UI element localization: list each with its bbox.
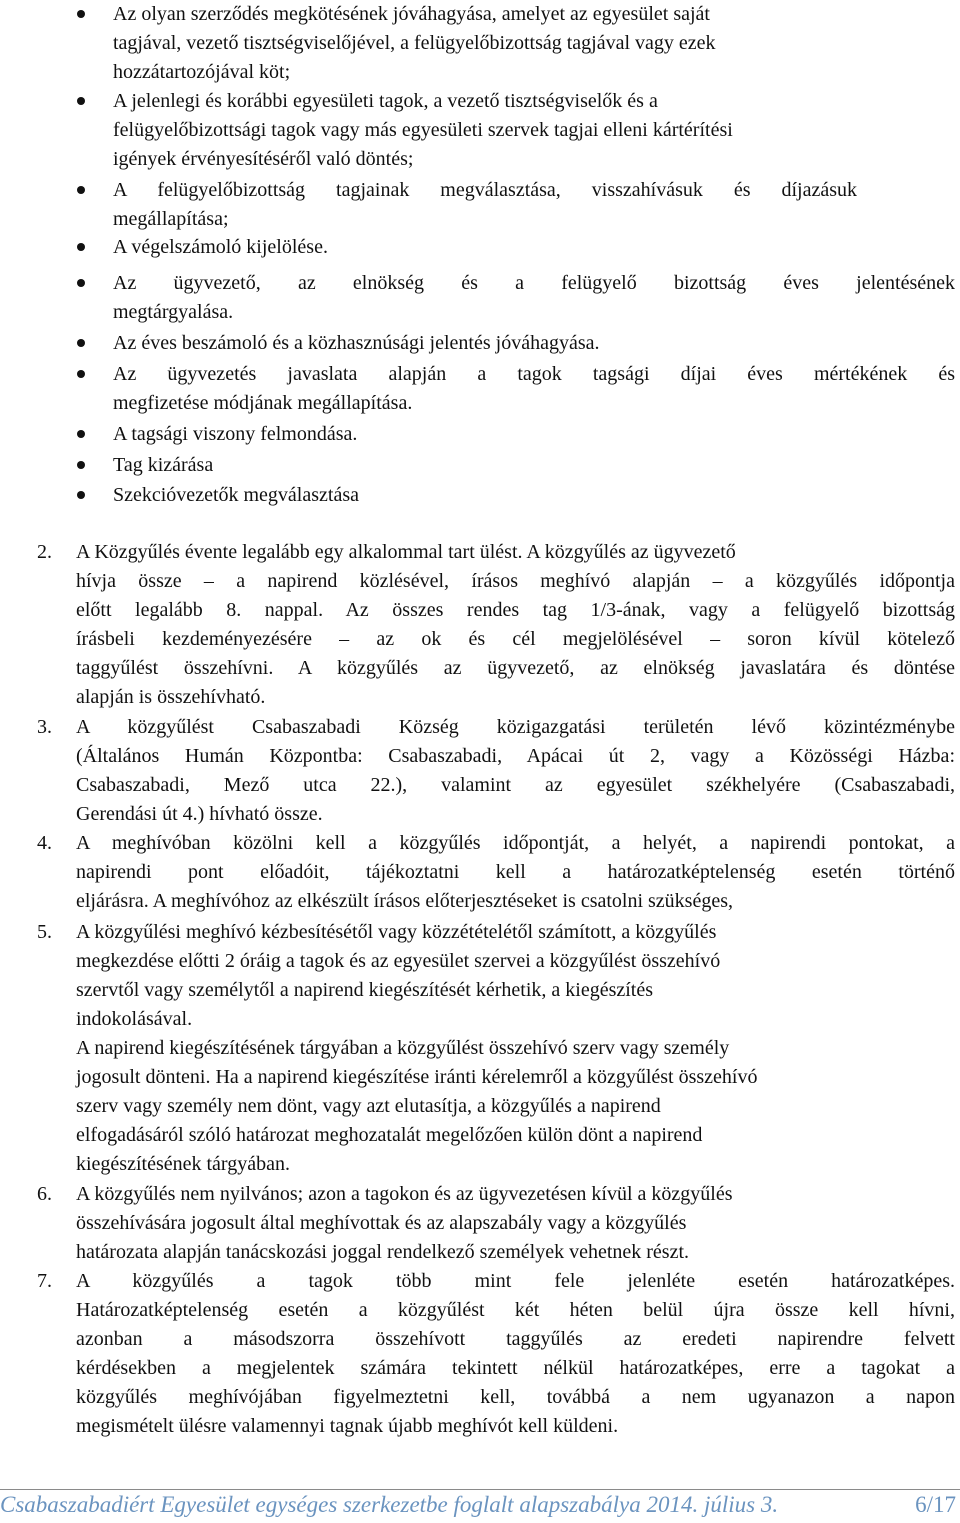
paragraph-line: összehívására jogosult által meghívottak és az alapszabály vagy a közgyűlés	[76, 1212, 687, 1234]
paragraph-line: A meghívóban közölni kell a közgyűlés időpontját, a helyét, a napirendi pontokat, a	[76, 832, 955, 854]
paragraph-line: eljárásra. A meghívóhoz az elkészült írásos előterjesztéseket is csatolni szükséges,	[76, 890, 734, 912]
list-item-line: Szekcióvezetők megválasztása	[113, 484, 359, 506]
paragraph-number: 7.	[37, 1270, 52, 1292]
paragraph-line: megismételt ülésre valamennyi tagnak újabb meghívót kell küldeni.	[76, 1415, 619, 1437]
bullet-dot-icon	[77, 491, 85, 499]
page-number: 6/17	[915, 1492, 956, 1517]
bullet-dot-icon	[77, 279, 85, 287]
paragraph-line: írásbeli kezdeményezésére – az ok és cél megjelölésével – soron kívül kötelező	[76, 628, 955, 650]
paragraph-line: (Általános Humán Központba: Csabaszabadi, Apácai út 2, vagy a Közösségi Házba:	[76, 745, 955, 767]
paragraph-line: azonban a másodszorra összehívott taggyűlés az eredeti napirendre felvett	[76, 1328, 955, 1350]
bullet-dot-icon	[77, 97, 85, 105]
paragraph-line: jogosult dönteni. Ha a napirend kiegészítése iránti kérelemről a közgyűlést összehívó	[76, 1066, 758, 1088]
list-item-line: Az ügyvezető, az elnökség és a felügyelő bizottság éves jelentésének	[113, 272, 955, 294]
list-item-line: A jelenlegi és korábbi egyesületi tagok, a vezető tisztségviselők és a	[113, 90, 658, 112]
paragraph-line: Csabaszabadi, Mező utca 22.), valamint az egyesület székhelyére (Csabaszabadi,	[76, 774, 955, 796]
paragraph-line: Gerendási út 4.) hívható össze.	[76, 803, 323, 825]
list-item-line: megtárgyalása.	[113, 301, 234, 323]
bullet-dot-icon	[77, 339, 85, 347]
paragraph-line: taggyűlést összehívni. A közgyűlés az ügyvezető, az elnökség javaslatára és döntése	[76, 657, 955, 679]
paragraph-line: alapján is összehívható.	[76, 686, 266, 708]
list-item-line: A felügyelőbizottság tagjainak megválasztása, visszahívásuk és díjazásuk	[113, 179, 857, 201]
paragraph-line: Határozatképtelenség esetén a közgyűlést két héten belül újra össze kell hívni,	[76, 1299, 955, 1321]
paragraph-line: A közgyűlési meghívó kézbesítésétől vagy közzétételétől számított, a közgyűlés	[76, 921, 717, 943]
list-item-line: Tag kizárása	[113, 454, 214, 476]
list-item-line: A tagsági viszony felmondása.	[113, 423, 358, 445]
bullet-dot-icon	[77, 370, 85, 378]
paragraph-line: hívja össze – a napirend közlésével, írásos meghívó alapján – a közgyűlés időpontja	[76, 570, 955, 592]
paragraph-line: A közgyűlést Csabaszabadi Község közigazgatási területén lévő közintézménybe	[76, 716, 955, 738]
paragraph-line: elfogadásáról szóló határozat meghozatalát megelőzően külön dönt a napirend	[76, 1124, 703, 1146]
list-item-line: megállapítása;	[113, 208, 229, 230]
paragraph-line: A napirend kiegészítésének tárgyában a közgyűlést összehívó szerv vagy személy	[76, 1037, 730, 1059]
bullet-dot-icon	[77, 430, 85, 438]
list-item-line: Az éves beszámoló és a közhasznúsági jelentés jóváhagyása.	[113, 332, 600, 354]
paragraph-line: megkezdése előtti 2 óráig a tagok és az egyesület szervei a közgyűlést összehívó	[76, 950, 721, 972]
bullet-dot-icon	[77, 186, 85, 194]
paragraph-number: 6.	[37, 1183, 52, 1205]
paragraph-line: határozata alapján tanácskozási joggal rendelkező személyek vehetnek részt.	[76, 1241, 690, 1263]
paragraph-line: A közgyűlés nem nyilvános; azon a tagokon és az ügyvezetésen kívül a közgyűlés	[76, 1183, 733, 1205]
list-item-line: megfizetése módjának megállapítása.	[113, 392, 413, 414]
list-item-line: A végelszámoló kijelölése.	[113, 236, 328, 258]
list-item-line: felügyelőbizottsági tagok vagy más egyesületi szervek tagjai elleni kártérítési	[113, 119, 733, 141]
list-item-line: igények érvényesítéséről való döntés;	[113, 148, 414, 170]
list-item-line: tagjával, vezető tisztségviselőjével, a felügyelőbizottság tagjával vagy ezek	[113, 32, 716, 54]
list-item-line: Az ügyvezetés javaslata alapján a tagok tagsági díjai éves mértékének és	[113, 363, 955, 385]
paragraph-line: napirendi pont előadóit, tájékoztatni kell a határozatképtelenség esetén történő	[76, 861, 955, 883]
paragraph-line: A közgyűlés a tagok több mint fele jelenléte esetén határozatképes.	[76, 1270, 955, 1292]
bullet-dot-icon	[77, 10, 85, 18]
list-item-line: Az olyan szerződés megkötésének jóváhagyása, amelyet az egyesület saját	[113, 3, 710, 25]
paragraph-line: A Közgyűlés évente legalább egy alkalommal tart ülést. A közgyűlés az ügyvezető	[76, 541, 736, 563]
paragraph-line: kiegészítésének tárgyában.	[76, 1153, 290, 1175]
paragraph-number: 3.	[37, 716, 52, 738]
paragraph-line: szervtől vagy személytől a napirend kiegészítését kérhetik, a kiegészítés	[76, 979, 654, 1001]
footer-title: Csabaszabadiért Egyesület egységes szerkezetbe foglalt alapszabálya 2014. július 3.	[0, 1492, 779, 1517]
bullet-dot-icon	[77, 243, 85, 251]
paragraph-line: kérdésekben a megjelentek számára tekintett nélkül határozatképes, erre a tagokat a	[76, 1357, 955, 1379]
paragraph-line: előtt legalább 8. nappal. Az összes rendes tag 1/3-ának, vagy a felügyelő bizottság	[76, 599, 955, 621]
paragraph-line: szerv vagy személy nem dönt, vagy azt elutasítja, a közgyűlés a napirend	[76, 1095, 661, 1117]
paragraph-number: 2.	[37, 541, 52, 563]
paragraph-line: indokolásával.	[76, 1008, 193, 1030]
paragraph-number: 5.	[37, 921, 52, 943]
list-item-line: hozzátartozójával köt;	[113, 61, 291, 83]
paragraph-number: 4.	[37, 832, 52, 854]
paragraph-line: közgyűlés meghívójában figyelmeztetni kell, továbbá a nem ugyanazon a napon	[76, 1386, 955, 1408]
bullet-dot-icon	[77, 461, 85, 469]
